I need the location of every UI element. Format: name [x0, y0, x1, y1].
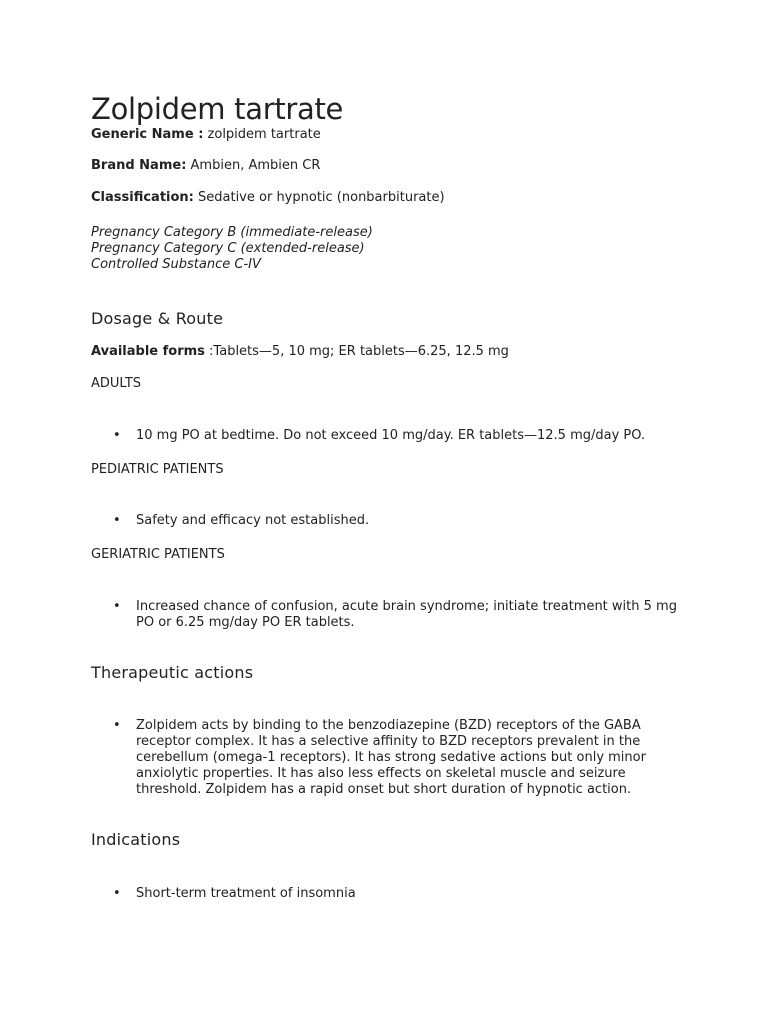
therapeutic-heading: Therapeutic actions	[91, 663, 254, 682]
adults-heading: ADULTS	[91, 376, 142, 391]
bullet-icon: •	[113, 428, 121, 443]
bullet-icon: •	[113, 513, 121, 528]
text-line: threshold. Zolpidem has a rapid onset but short duration of hypnotic action.	[136, 782, 632, 797]
text-line: Zolpidem acts by binding to the benzodiazepine (BZD) receptors of the GABA	[136, 718, 641, 733]
text-line: PO or 6.25 mg/day PO ER tablets.	[136, 615, 355, 630]
brand-name-value: Ambien, Ambien CR	[186, 158, 321, 173]
geriatric-dosage-text	[136, 599, 677, 631]
classification-field	[91, 190, 445, 205]
category-line: Pregnancy Category C (extended-release)	[91, 241, 365, 256]
text-line: cerebellum (omega-1 receptors). It has strong sedative actions but only minor	[136, 750, 646, 765]
therapeutic-text	[136, 718, 656, 798]
geriatric-heading: GERIATRIC PATIENTS	[91, 547, 225, 562]
available-forms-field	[91, 344, 509, 359]
text-line: receptor complex. It has a selective affinity to BZD receptors prevalent in the	[136, 734, 641, 749]
brand-name-label: Brand Name:	[91, 158, 187, 173]
category-notes	[91, 225, 373, 273]
indications-heading: Indications	[91, 830, 181, 849]
bullet-icon: •	[113, 718, 121, 733]
bullet-icon: •	[113, 599, 121, 614]
available-forms-label: Available forms	[91, 344, 205, 359]
category-line: Controlled Substance C-IV	[91, 257, 261, 272]
generic-name-value: zolpidem tartrate	[203, 127, 321, 142]
available-forms-value: :Tablets—5, 10 mg; ER tablets—6.25, 12.5 mg	[204, 344, 509, 359]
generic-name-field	[91, 127, 321, 142]
classification-value: Sedative or hypnotic (nonbarbiturate)	[193, 190, 445, 205]
dosage-heading: Dosage & Route	[91, 309, 224, 328]
bullet-icon: •	[113, 886, 121, 901]
pediatric-heading: PEDIATRIC PATIENTS	[91, 462, 224, 477]
brand-name-field	[91, 158, 320, 173]
text-line: Increased chance of confusion, acute brain syndrome; initiate treatment with 5 mg	[136, 599, 677, 614]
classification-label: Classification:	[91, 190, 194, 205]
indications-text: Short-term treatment of insomnia	[136, 886, 356, 901]
text-line: anxiolytic properties. It has also less effects on skeletal muscle and seizure	[136, 766, 626, 781]
page-title: Zolpidem tartrate	[91, 92, 344, 126]
adults-dosage-text: 10 mg PO at bedtime. Do not exceed 10 mg/day. ER tablets—12.5 mg/day PO.	[136, 428, 646, 443]
category-line: Pregnancy Category B (immediate-release)	[91, 225, 373, 240]
generic-name-label: Generic Name :	[91, 127, 204, 142]
pediatric-dosage-text: Safety and efficacy not established.	[136, 513, 370, 528]
